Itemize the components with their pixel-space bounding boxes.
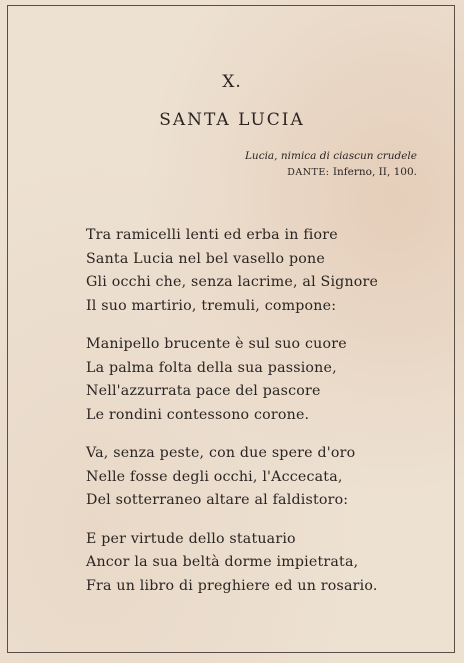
poem-line: Le rondini contessono corone. (86, 406, 310, 423)
epigraph (245, 148, 417, 181)
poem-line: La palma folta della sua passione, (86, 359, 337, 376)
poem-line: E per virtude dello statuario (86, 530, 296, 547)
stanza-3 (86, 442, 378, 513)
poem-line: Gli occhi che, senza lacrime, al Signore (86, 274, 379, 290)
poem-line: Fra un libro di preghiere ed un rosario. (86, 577, 378, 594)
stanza-1 (86, 224, 378, 318)
poem-line: Santa Lucia nel bel vasello pone (86, 250, 325, 267)
poem-line: Il suo martirio, tremuli, compone: (86, 297, 337, 314)
poem-body (86, 224, 378, 613)
poem-line: Tra ramicelli lenti ed erba in fiore (86, 227, 338, 243)
poem-title: SANTA LUCIA (159, 110, 305, 130)
stanza-4 (86, 528, 378, 599)
poem-line: Del sotterraneo altare al faldistoro: (86, 492, 349, 508)
poem-line: Manipello brucente è sul suo cuore (86, 336, 347, 352)
poem-line: Ancor la sua beltà dorme impietrata, (86, 554, 359, 570)
epigraph-source: Inferno, II, 100. (332, 166, 417, 178)
epigraph-author: DANTE: (287, 167, 330, 178)
poem-line: Va, senza peste, con due spere d'oro (86, 445, 356, 461)
stanza-2 (86, 333, 378, 427)
poem-line: Nelle fosse degli occhi, l'Accecata, (86, 468, 343, 485)
poem-line: Nell'azzurrata pace del pascore (86, 383, 321, 399)
chapter-numeral: X. (222, 72, 242, 92)
epigraph-attribution (245, 164, 417, 181)
epigraph-quote: Lucia, nimica di ciascun crudele (244, 150, 417, 162)
